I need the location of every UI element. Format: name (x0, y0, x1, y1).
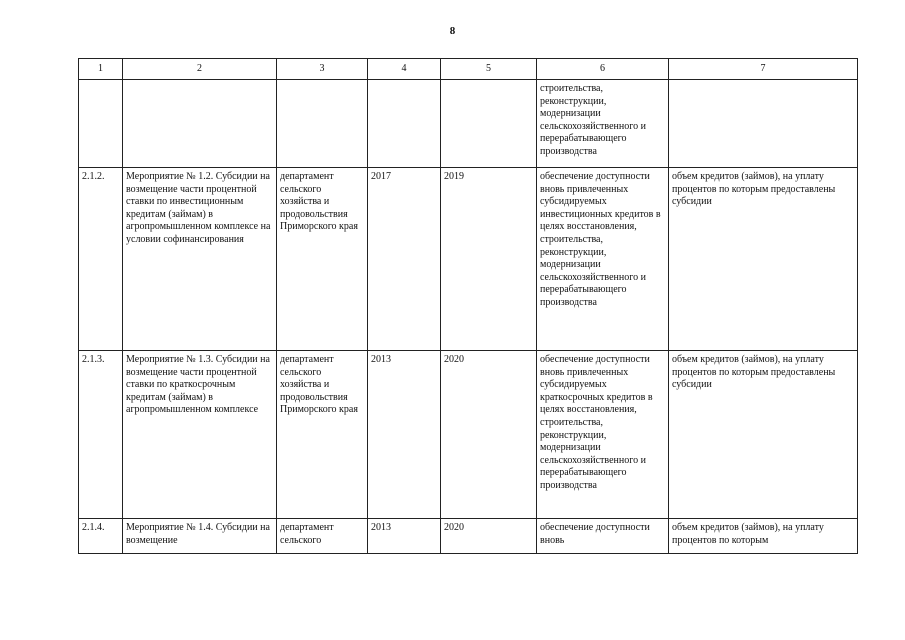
cell-start-year (368, 519, 441, 554)
cell-end-year: 2019 (441, 168, 537, 351)
cell-event (123, 519, 277, 554)
cell-event: Мероприятие № 1.2. Субсидии на возмещение части процентной ставки по инвестиционным кредитам (займам) в агропромышленном комплексе на условии софинансирования (123, 168, 277, 351)
cell-text: департамент сельского (280, 522, 334, 546)
cell-empty (368, 80, 441, 168)
cell-result: строительства, реконструкции, модернизации сельскохозяйственного и перерабатывающего производства (537, 80, 669, 168)
cell-empty (123, 80, 277, 168)
table-row (79, 519, 858, 554)
header-col-6: 6 (537, 59, 669, 80)
cell-code: 2.1.3. (79, 351, 123, 519)
cell-code (79, 519, 123, 554)
header-col-1: 1 (79, 59, 123, 80)
cell-empty (441, 80, 537, 168)
cell-start-year: 2017 (368, 168, 441, 351)
cell-indicator: объем кредитов (займов), на уплату процентов по которым предоставлены субсидии (669, 168, 858, 351)
cell-executor (277, 519, 368, 554)
cell-text: обеспечение доступности вновь (540, 522, 650, 546)
cell-empty (669, 80, 858, 168)
header-col-4: 4 (368, 59, 441, 80)
table-row (79, 168, 858, 351)
cell-empty (79, 80, 123, 168)
header-row (79, 59, 858, 80)
header-col-2: 2 (123, 59, 277, 80)
cell-result (537, 519, 669, 554)
table-row (79, 351, 858, 519)
cell-result: обеспечение доступности вновь привлеченных субсидируемых краткосрочных кредитов в целях восстановления, строительства, реконструкции, модернизации сельскохозяйственного и перерабатывающего производства (537, 351, 669, 519)
cell-result: обеспечение доступности вновь привлеченных субсидируемых инвестиционных кредитов в целях восстановления, строительства, реконструкции, модернизации сельскохозяйственного и перерабатывающего производства (537, 168, 669, 351)
cell-indicator: объем кредитов (займов), на уплату процентов по которым предоставлены субсидии (669, 351, 858, 519)
cell-text: объем кредитов (займов), на уплату процентов по которым (672, 522, 824, 546)
cell-text: Мероприятие № 1.4. Субсидии на возмещение (126, 522, 270, 546)
program-table (78, 58, 858, 554)
cell-executor: департамент сельского хозяйства и продовольствия Приморского края (277, 351, 368, 519)
table-row-continuation (79, 80, 858, 168)
cell-code: 2.1.2. (79, 168, 123, 351)
cell-end-year: 2020 (441, 351, 537, 519)
header-col-5: 5 (441, 59, 537, 80)
cell-empty (277, 80, 368, 168)
cell-indicator (669, 519, 858, 554)
header-col-3: 3 (277, 59, 368, 80)
header-col-7: 7 (669, 59, 858, 80)
page-number: 8 (449, 25, 456, 37)
cell-text: 2020 (444, 522, 464, 533)
cell-text: 2.1.4. (82, 522, 105, 533)
cell-text: 2013 (371, 522, 391, 533)
cell-start-year: 2013 (368, 351, 441, 519)
cell-end-year (441, 519, 537, 554)
cell-executor: департамент сельского хозяйства и продовольствия Приморского края (277, 168, 368, 351)
cell-event: Мероприятие № 1.3. Субсидии на возмещение части процентной ставки по краткосрочным кредитам (займам) в агропромышленном комплексе (123, 351, 277, 519)
